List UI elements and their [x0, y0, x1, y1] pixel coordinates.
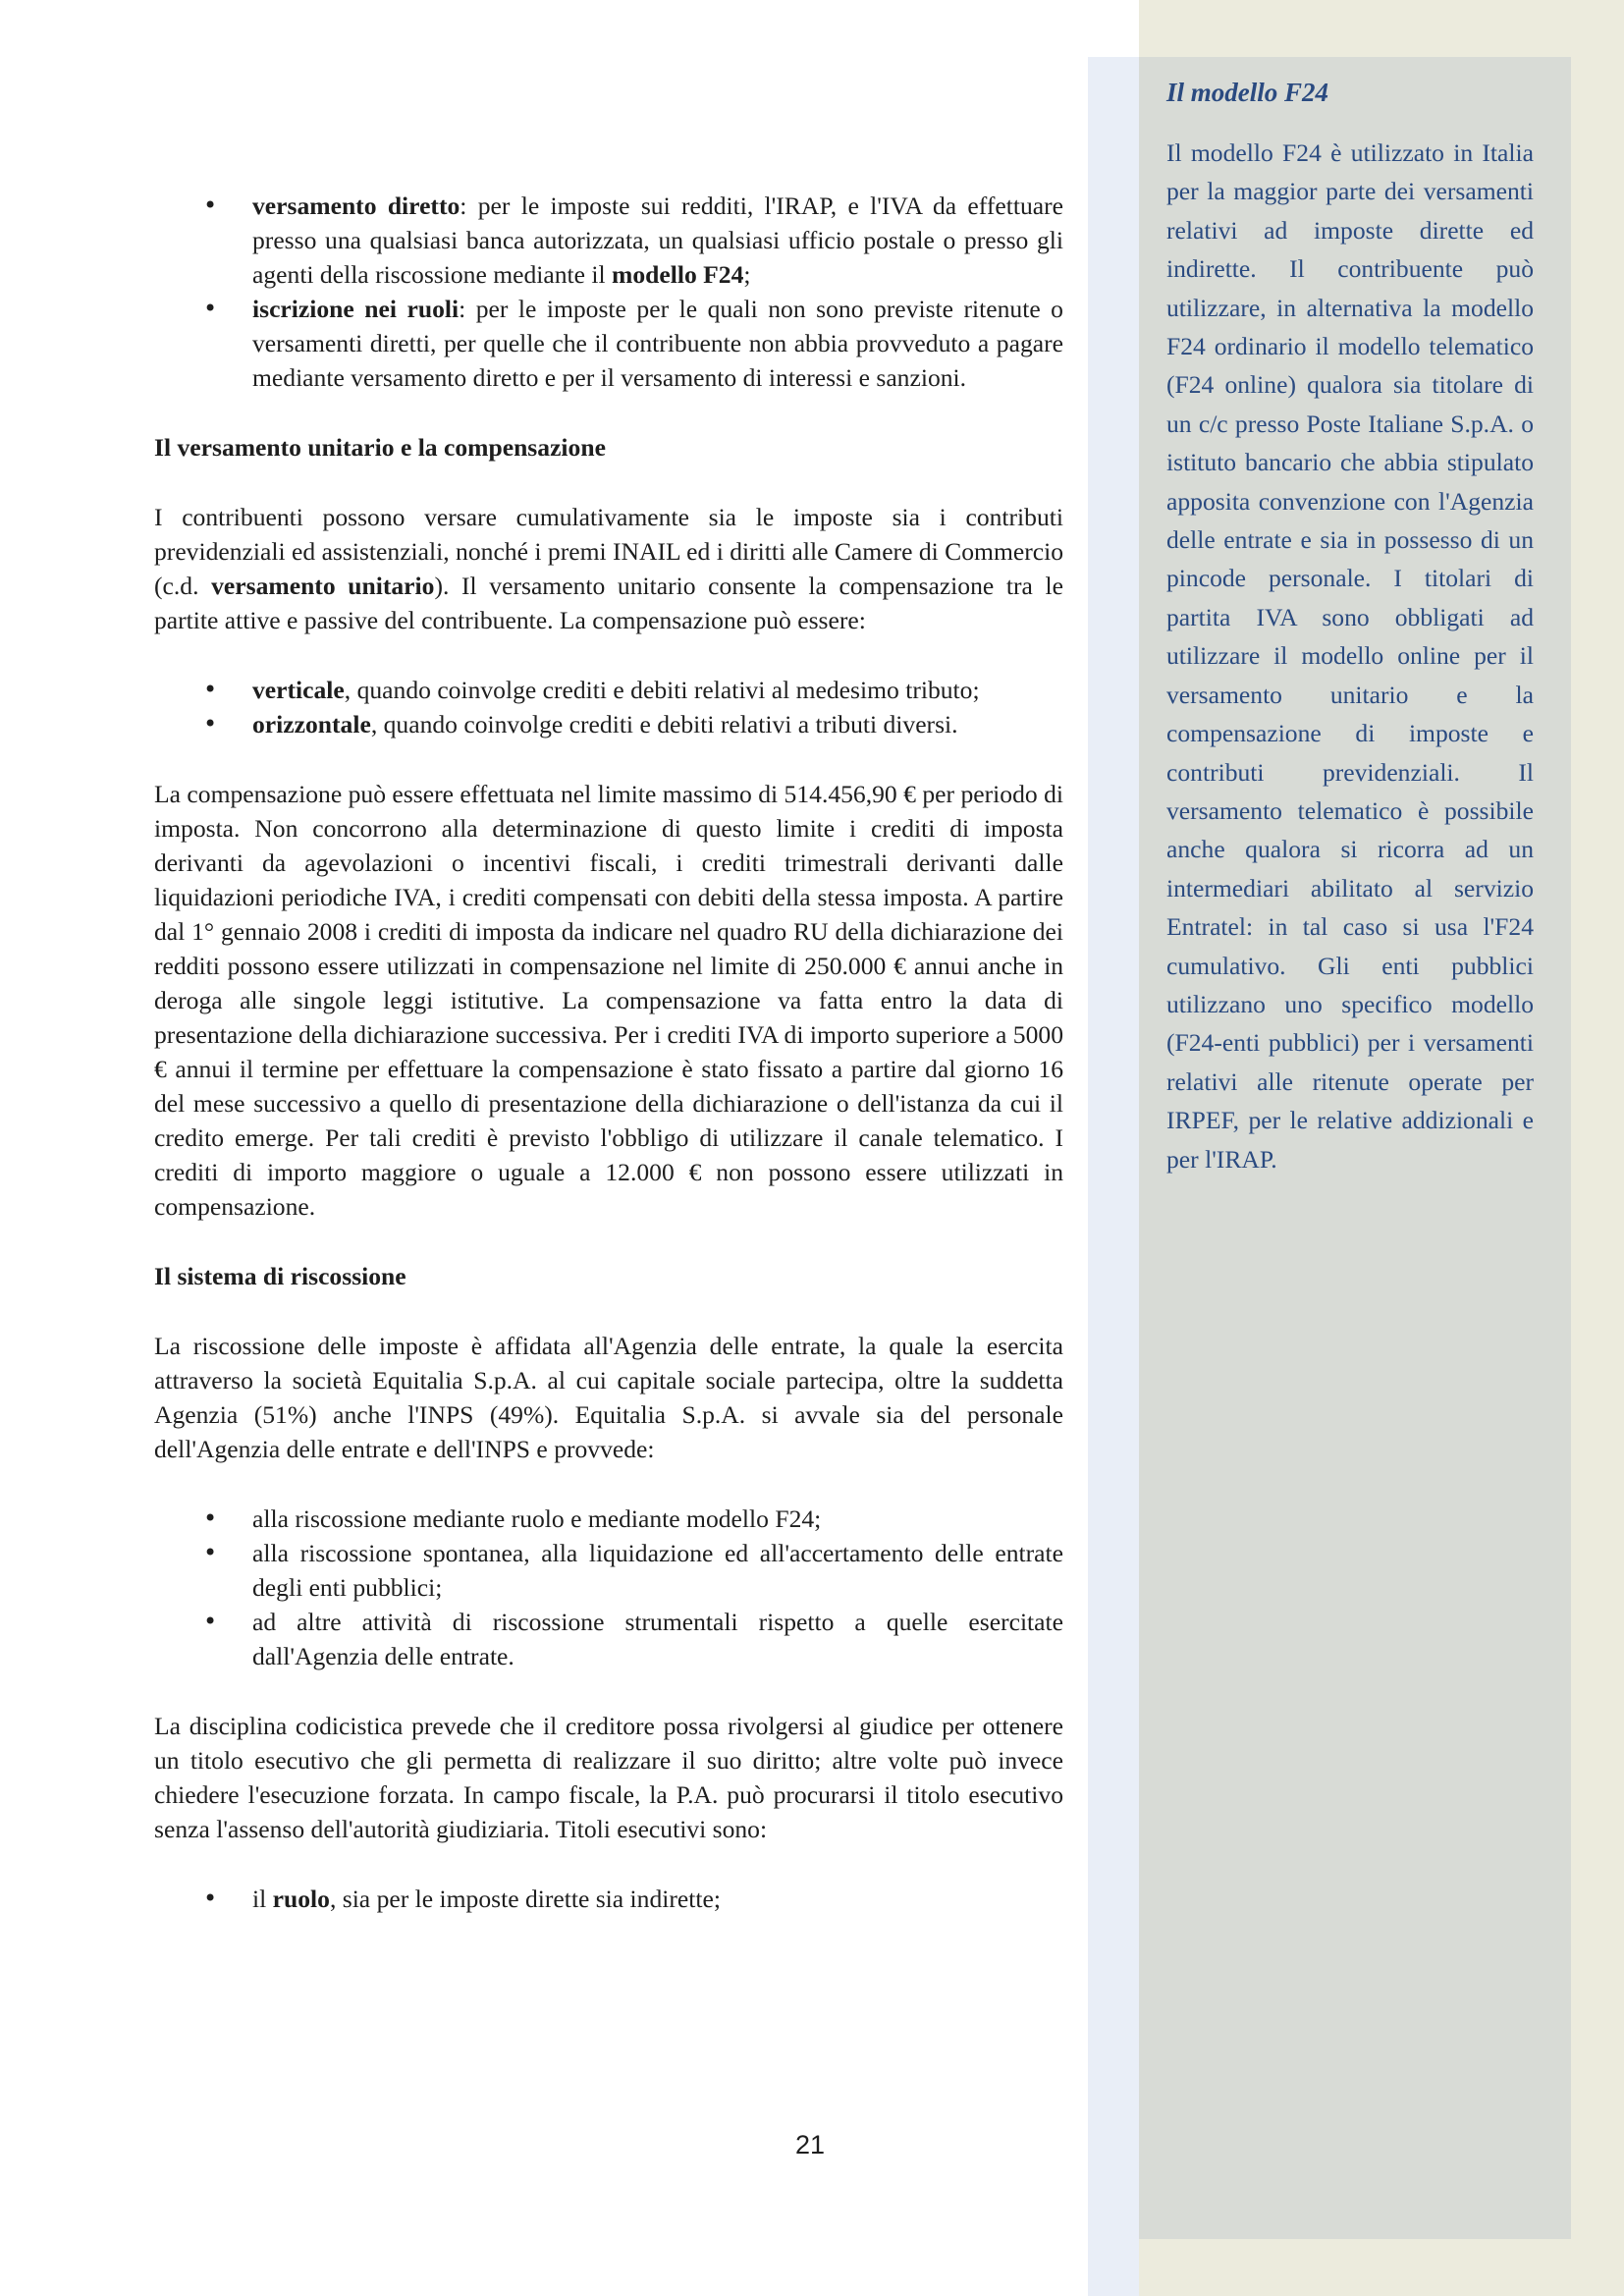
list-payment-methods — [154, 189, 1063, 395]
paragraph: La riscossione delle imposte è affidata all'Agenzia delle entrate, la quale la esercita attraverso la società Equitalia S.p.A. al cui capitale sociale partecipa, oltre la suddetta Agenzia (51%) anche l'INPS (49%). Equitalia S.p.A. si avvale sia del personale dell'Agenzia delle entrate e dell'INPS e provvede: — [154, 1332, 1063, 1463]
background-blue-strip — [1088, 57, 1139, 2296]
list-item: • orizzontale, quando coinvolge crediti e debiti relativi a tributi diversi. — [154, 707, 1063, 741]
page-number: 21 — [794, 2130, 826, 2159]
sidebar-box — [1166, 73, 1534, 1178]
list-item: • versamento diretto: per le imposte sui redditi, l'IRAP, e l'IVA da effettuare presso una qualsiasi banca autorizzata, un qualsiasi ufficio postale o presso gli agenti della riscossione mediante il modello F24; — [154, 189, 1063, 292]
list-executive-titles — [154, 1882, 1063, 1916]
main-column — [154, 189, 1063, 1916]
list-item: • il ruolo, sia per le imposte dirette sia indirette; — [154, 1882, 1063, 1916]
list-item: • iscrizione nei ruoli: per le imposte per le quali non sono previste ritenute o versamenti diretti, per quelle che il contribuente non abbia provveduto a pagare mediante versamento diretto e per il versamento di interessi e sanzioni. — [154, 292, 1063, 395]
list-compensation-types — [154, 673, 1063, 741]
sidebar-text: Il modello F24 è utilizzato in Italia per la maggior parte dei versamenti relativi ad imposte dirette ed indirette. Il contribuente può utilizzare, in alternativa la modello F24 ordinario il modello telematico (F24 online) qualora sia titolare di un c/c presso Poste Italiane S.p.A. o istituto bancario che abbia stipulato apposita convenzione con l'Agenzia delle entrate e sia in possesso di un pincode personale. I titolari di partita IVA sono obbligati ad utilizzare il modello online per il versamento unitario e la compensazione di imposte e contributi previdenziali. Il versamento telematico è possibile anche qualora si ricorra ad un intermediari abilitato al servizio Entratel: in tal caso si usa l'F24 cumulativo. Gli enti pubblici utilizzano uno specifico modello (F24-enti pubblici) per i versamenti relativi alle ritenute operate per IRPEF, per le relative addizionali e per l'IRAP. — [1166, 138, 1534, 1174]
paragraph: La compensazione può essere effettuata nel limite massimo di 514.456,90 € per periodo di imposta. Non concorrono alla determinazione di questo limite i crediti di imposta derivanti da agevolazioni o incentivi fiscali, i crediti trimestrali derivanti dalle liquidazioni periodiche IVA, i crediti compensati con debiti della stessa imposta. A partire dal 1° gennaio 2008 i crediti di imposta da indicare nel quadro RU della dichiarazione dei redditi possono essere utilizzati in compensazione nel limite di 250.000 € annui anche in deroga alle singole leggi istitutive. La compensazione va fatta entro la data di presentazione della dichiarazione successiva. Per i crediti IVA di importo superiore a 5000 € annui il termine per effettuare la compensazione è stato fissato a partire dal giorno 16 del mese successivo a quello di presentazione della dichiarazione o dell'istanza da cui il credito emerge. Per tali crediti è previsto l'obbligo di utilizzare il canale telematico. I crediti di importo maggiore o uguale a 12.000 € non possono essere utilizzati in compensazione. — [154, 780, 1063, 1221]
sidebar-title: Il modello F24 — [1166, 78, 1329, 107]
paragraph: La disciplina codicistica prevede che il creditore possa rivolgersi al giudice per ottenere un titolo esecutivo che gli permetta di realizzare il suo diritto; altre volte può invece chiedere l'esecuzione forzata. In campo fiscale, la P.A. può procurarsi il titolo esecutivo senza l'assenso dell'autorità giudiziaria. Titoli esecutivi sono: — [154, 1712, 1063, 1843]
list-item: • alla riscossione mediante ruolo e mediante modello F24; — [154, 1502, 1063, 1536]
section-heading: Il sistema di riscossione — [154, 1262, 406, 1290]
list-item: • alla riscossione spontanea, alla liquidazione ed all'accertamento delle entrate degli enti pubblici; — [154, 1536, 1063, 1605]
list-item: • ad altre attività di riscossione strumentali rispetto a quelle esercitate dall'Agenzia delle entrate. — [154, 1605, 1063, 1673]
section-heading: Il versamento unitario e la compensazione — [154, 433, 606, 462]
list-equitalia-duties — [154, 1502, 1063, 1673]
list-item: • verticale, quando coinvolge crediti e debiti relativi al medesimo tributo; — [154, 673, 1063, 707]
paragraph: I contribuenti possono versare cumulativamente sia le imposte sia i contributi previdenziali ed assistenziali, nonché i premi INAIL ed i diritti alle Camere di Commercio (c.d. versamento unitario). Il versamento unitario consente la compensazione tra le partite attive e passive del contribuente. La compensazione può essere: — [154, 503, 1063, 634]
